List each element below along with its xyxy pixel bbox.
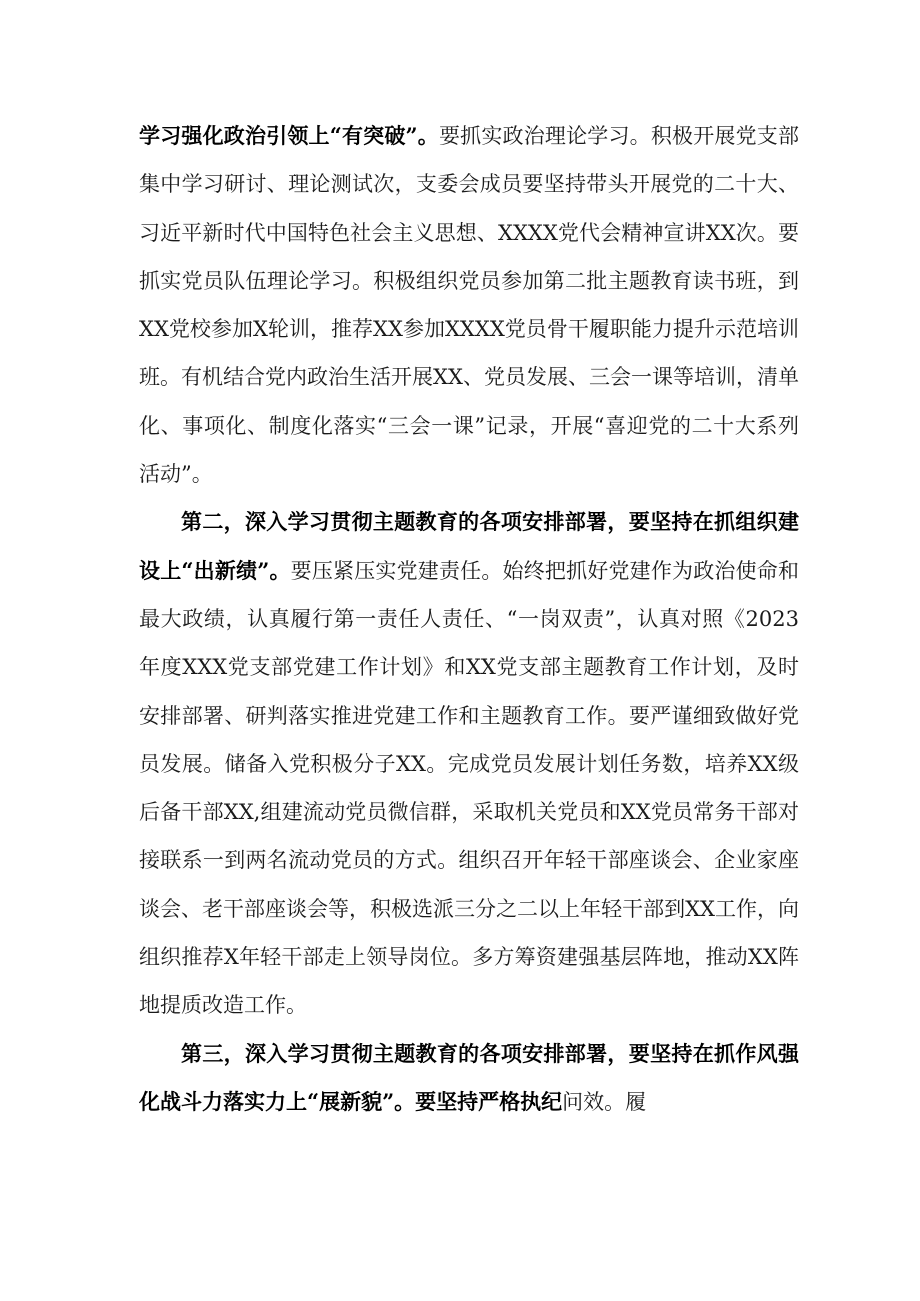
paragraph-1-bold-heading: 学习强化政治引领上“有突破”。 xyxy=(139,123,439,148)
paragraph-1 xyxy=(139,112,799,498)
document-body xyxy=(139,112,799,1126)
paragraph-3-body: 问效。履 xyxy=(562,1089,647,1114)
paragraph-2 xyxy=(139,498,799,1029)
paragraph-3 xyxy=(139,1030,799,1127)
paragraph-2-body: 要压紧压实党建责任。始终把抓好党建作为政治使命和最大政绩，认真履行第一责任人责任、“一岗双责”，认真对照《2023年度XXX党支部党建工作计划》和XX党支部主题教育工作计划，及时安排部署、研判落实推进党建工作和主题教育工作。要严谨细致做好党员发展。储备入党积极分子XX。完成党员发展计划任务数，培养XX级后备干部XX,组建流动党员微信群，采取机关党员和XX党员常务干部对接联系一到两名流动党员的方式。组织召开年轻干部座谈会、企业家座谈会、老干部座谈会等，积极选派三分之二以上年轻干部到XX工作，向组织推荐X年轻干部走上领导岗位。多方筹资建强基层阵地，推动XX阵地提质改造工作。 xyxy=(139,558,799,1018)
paragraph-1-body: 要抓实政治理论学习。积极开展党支部集中学习研讨、理论测试次，支委会成员要坚持带头开展党的二十大、习近平新时代中国特色社会主义思想、XXXX党代会精神宣讲XX次。要抓实党员队伍理论学习。积极组织党员参加第二批主题教育读书班，到XX党校参加X轮训，推荐XX参加XXXX党员骨干履职能力提升示范培训班。有机结合党内政治生活开展XX、党员发展、三会一课等培训，清单化、事项化、制度化落实“三会一课”记录，开展“喜迎党的二十大系列活动”。 xyxy=(139,124,799,487)
paragraph-2-bold-heading: 第二，深入学习贯彻主题教育的各项安排部署，要坚持在抓组织建设上“出新绩”。 xyxy=(139,509,799,583)
paragraph-3-bold-heading: 第三，深入学习贯彻主题教育的各项安排部署，要坚持在抓作风强化战斗力落实力上“展新貌”。要坚持严格执纪 xyxy=(139,1040,799,1114)
